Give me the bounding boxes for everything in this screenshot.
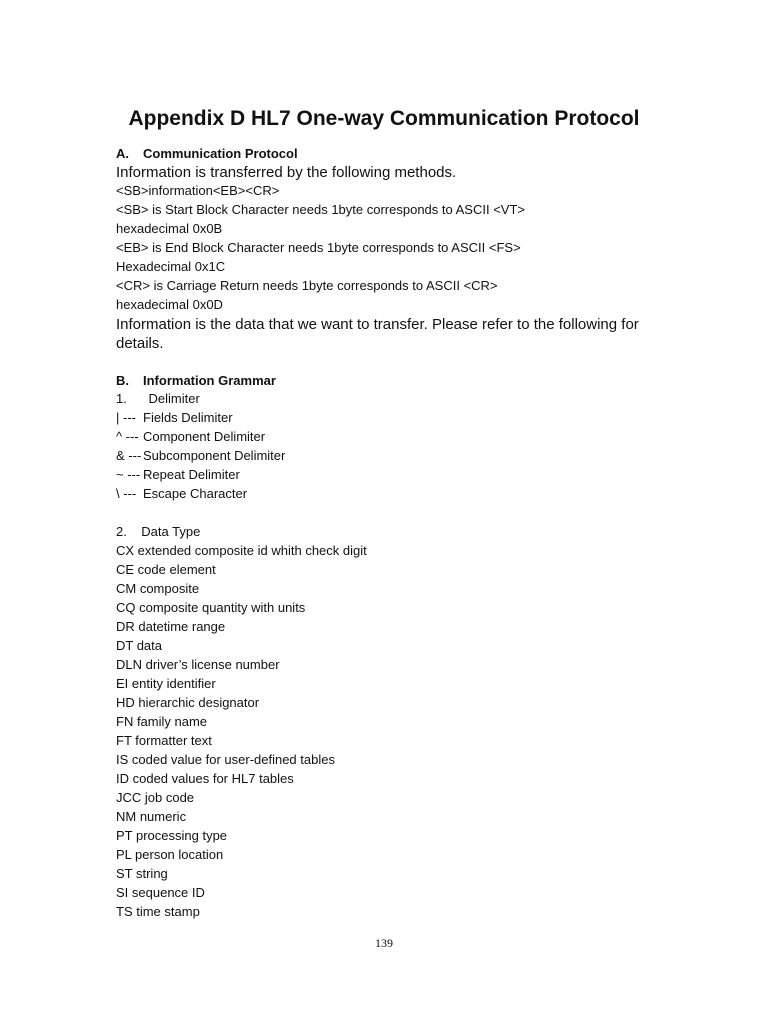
delimiter-row <box>116 486 247 502</box>
delimiter-row <box>116 410 233 426</box>
delimiter-heading: 1. Delimiter <box>116 391 200 406</box>
section-b-title: Information Grammar <box>143 373 276 388</box>
delimiter-symbol: \ --- <box>116 486 137 501</box>
delimiter-row <box>116 448 285 464</box>
delimiter-label: Escape Character <box>143 486 248 501</box>
protocol-line: Hexadecimal 0x1C <box>116 259 226 274</box>
delimiter-symbol: ~ --- <box>116 467 141 482</box>
data-type-item: DLN driver’s license number <box>116 657 280 672</box>
data-type-heading: 2. Data Type <box>116 524 201 539</box>
section-a-outro: Information is the data that we want to transfer. Please refer to the following for <box>116 316 639 333</box>
delimiter-symbol: & --- <box>116 448 142 463</box>
delimiter-label: Component Delimiter <box>143 429 266 444</box>
delimiter-row <box>116 429 265 445</box>
data-type-item: IS coded value for user-defined tables <box>116 752 335 767</box>
data-type-item: CQ composite quantity with units <box>116 600 306 615</box>
page-number: 139 <box>375 936 393 950</box>
data-type-item: JCC job code <box>116 790 195 805</box>
data-type-item: NM numeric <box>116 809 187 824</box>
data-type-item: DR datetime range <box>116 619 226 634</box>
data-type-item: EI entity identifier <box>116 676 216 691</box>
protocol-line: hexadecimal 0x0B <box>116 221 223 236</box>
data-type-item: HD hierarchic designator <box>116 695 260 710</box>
data-type-item: PT processing type <box>116 828 228 843</box>
protocol-line: <CR> is Carriage Return needs 1byte corresponds to ASCII <CR> <box>116 278 498 293</box>
data-type-item: CX extended composite id whith check digit <box>116 543 367 558</box>
delimiter-label: Fields Delimiter <box>143 410 233 425</box>
delimiter-label: Repeat Delimiter <box>143 467 240 482</box>
section-a-title: Communication Protocol <box>143 146 298 161</box>
data-type-item: ST string <box>116 866 168 881</box>
section-a-outro-cont: details. <box>116 335 164 352</box>
data-type-item: FT formatter text <box>116 733 212 748</box>
data-type-item: CM composite <box>116 581 200 596</box>
section-a-number: A. <box>116 146 129 161</box>
protocol-line: <EB> is End Block Character needs 1byte corresponds to ASCII <FS> <box>116 240 521 255</box>
protocol-line: <SB> is Start Block Character needs 1byte corresponds to ASCII <VT> <box>116 202 525 217</box>
data-type-item: FN family name <box>116 714 208 729</box>
delimiter-symbol: ^ --- <box>116 429 139 444</box>
delimiter-row <box>116 467 240 483</box>
section-b-number: B. <box>116 373 129 388</box>
protocol-line: <SB>information<EB><CR> <box>116 183 280 198</box>
data-type-item: SI sequence ID <box>116 885 205 900</box>
protocol-line: hexadecimal 0x0D <box>116 297 223 312</box>
delimiter-symbol: | --- <box>116 410 136 425</box>
data-type-item: PL person location <box>116 847 224 862</box>
section-a-intro: Information is transferred by the following methods. <box>116 164 457 181</box>
data-type-item: CE code element <box>116 562 216 577</box>
page-title: Appendix D HL7 One-way Communication Protocol <box>128 107 640 130</box>
section-b-heading <box>116 373 276 389</box>
data-type-item: TS time stamp <box>116 904 200 919</box>
delimiter-label: Subcomponent Delimiter <box>143 448 286 463</box>
section-a-heading <box>116 146 298 162</box>
data-type-item: ID coded values for HL7 tables <box>116 771 294 786</box>
data-type-item: DT data <box>116 638 163 653</box>
